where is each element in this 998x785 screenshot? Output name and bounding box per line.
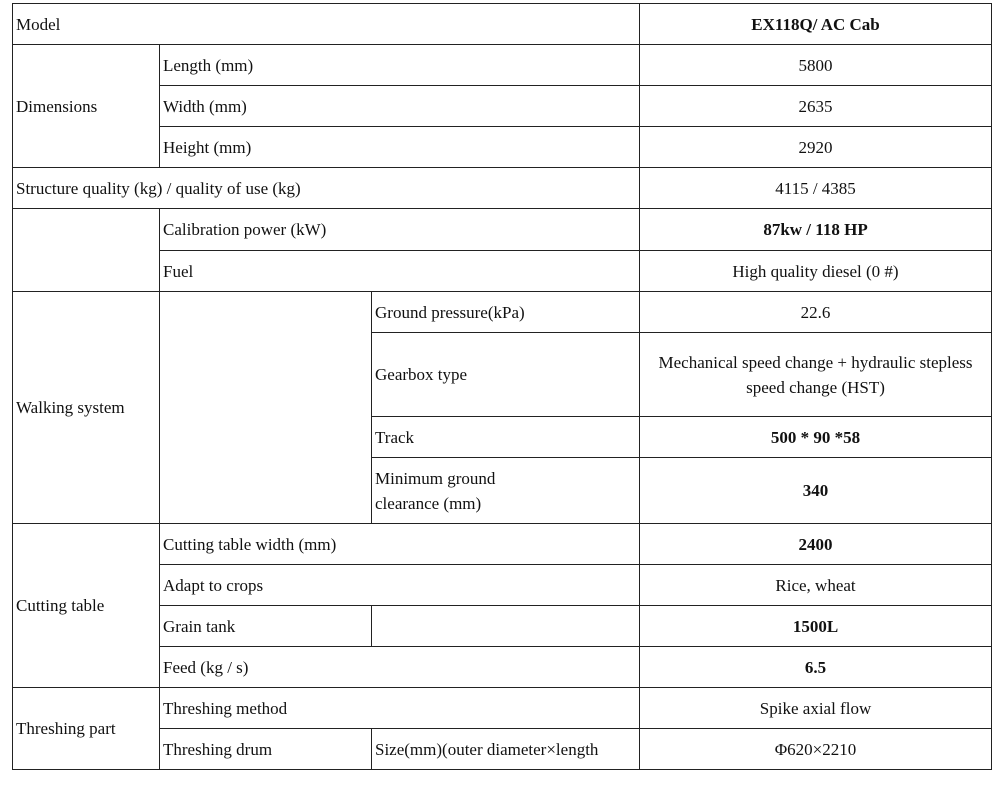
feed-value: 6.5 [640, 647, 992, 688]
structure-quality-label: Structure quality (kg) / quality of use (kg) [13, 168, 640, 209]
gearbox-value-line-1: Mechanical speed change + hydraulic stepless [658, 352, 973, 372]
gearbox-value-line-2: speed change (HST) [746, 377, 885, 397]
row-model [13, 4, 992, 45]
row-threshing-method [13, 688, 992, 729]
fuel-label: Fuel [160, 251, 640, 292]
ground-pressure-label: Ground pressure(kPa) [372, 292, 640, 333]
width-label: Width (mm) [160, 86, 640, 127]
row-width [13, 86, 992, 127]
clearance-label-line-1: Minimum ground [375, 468, 496, 488]
length-value: 5800 [640, 45, 992, 86]
row-crops [13, 565, 992, 606]
crops-label: Adapt to crops [160, 565, 640, 606]
dimensions-label: Dimensions [13, 45, 160, 168]
crops-value: Rice, wheat [640, 565, 992, 606]
walking-system-label: Walking system [13, 292, 160, 524]
power-group-cell [13, 209, 160, 292]
spec-table [12, 3, 992, 770]
threshing-drum-value: Φ620×2210 [640, 729, 992, 770]
row-ground-pressure [13, 292, 992, 333]
clearance-value: 340 [640, 458, 992, 524]
calibration-power-label: Calibration power (kW) [160, 209, 640, 251]
walking-system-blank-cell [160, 292, 372, 524]
fuel-value: High quality diesel (0 #) [640, 251, 992, 292]
ground-pressure-value: 22.6 [640, 292, 992, 333]
model-value: EX118Q/ AC Cab [640, 4, 992, 45]
row-feed [13, 647, 992, 688]
cutting-width-value: 2400 [640, 524, 992, 565]
clearance-label-line-2: clearance (mm) [375, 493, 482, 513]
structure-quality-value: 4115 / 4385 [640, 168, 992, 209]
cutting-table-label: Cutting table [13, 524, 160, 688]
row-fuel [13, 251, 992, 292]
row-cutting-width [13, 524, 992, 565]
width-value: 2635 [640, 86, 992, 127]
feed-label: Feed (kg / s) [160, 647, 640, 688]
threshing-drum-label: Threshing drum [160, 729, 372, 770]
height-value: 2920 [640, 127, 992, 168]
row-grain-tank [13, 606, 992, 647]
threshing-drum-size-label: Size(mm)(outer diameter×length [372, 729, 640, 770]
track-value: 500 * 90 *58 [640, 417, 992, 458]
row-height [13, 127, 992, 168]
threshing-method-label: Threshing method [160, 688, 640, 729]
row-structure-quality [13, 168, 992, 209]
height-label: Height (mm) [160, 127, 640, 168]
length-label: Length (mm) [160, 45, 640, 86]
model-label: Model [13, 4, 640, 45]
grain-tank-value: 1500L [640, 606, 992, 647]
calibration-power-value: 87kw / 118 HP [640, 209, 992, 251]
row-calibration-power [13, 209, 992, 251]
cutting-width-label: Cutting table width (mm) [160, 524, 640, 565]
grain-tank-blank-cell [372, 606, 640, 647]
gearbox-label: Gearbox type [372, 333, 640, 417]
row-threshing-drum [13, 729, 992, 770]
clearance-label [372, 458, 640, 524]
threshing-method-value: Spike axial flow [640, 688, 992, 729]
track-label: Track [372, 417, 640, 458]
row-length [13, 45, 992, 86]
threshing-part-label: Threshing part [13, 688, 160, 770]
grain-tank-label: Grain tank [160, 606, 372, 647]
gearbox-value [640, 333, 992, 417]
